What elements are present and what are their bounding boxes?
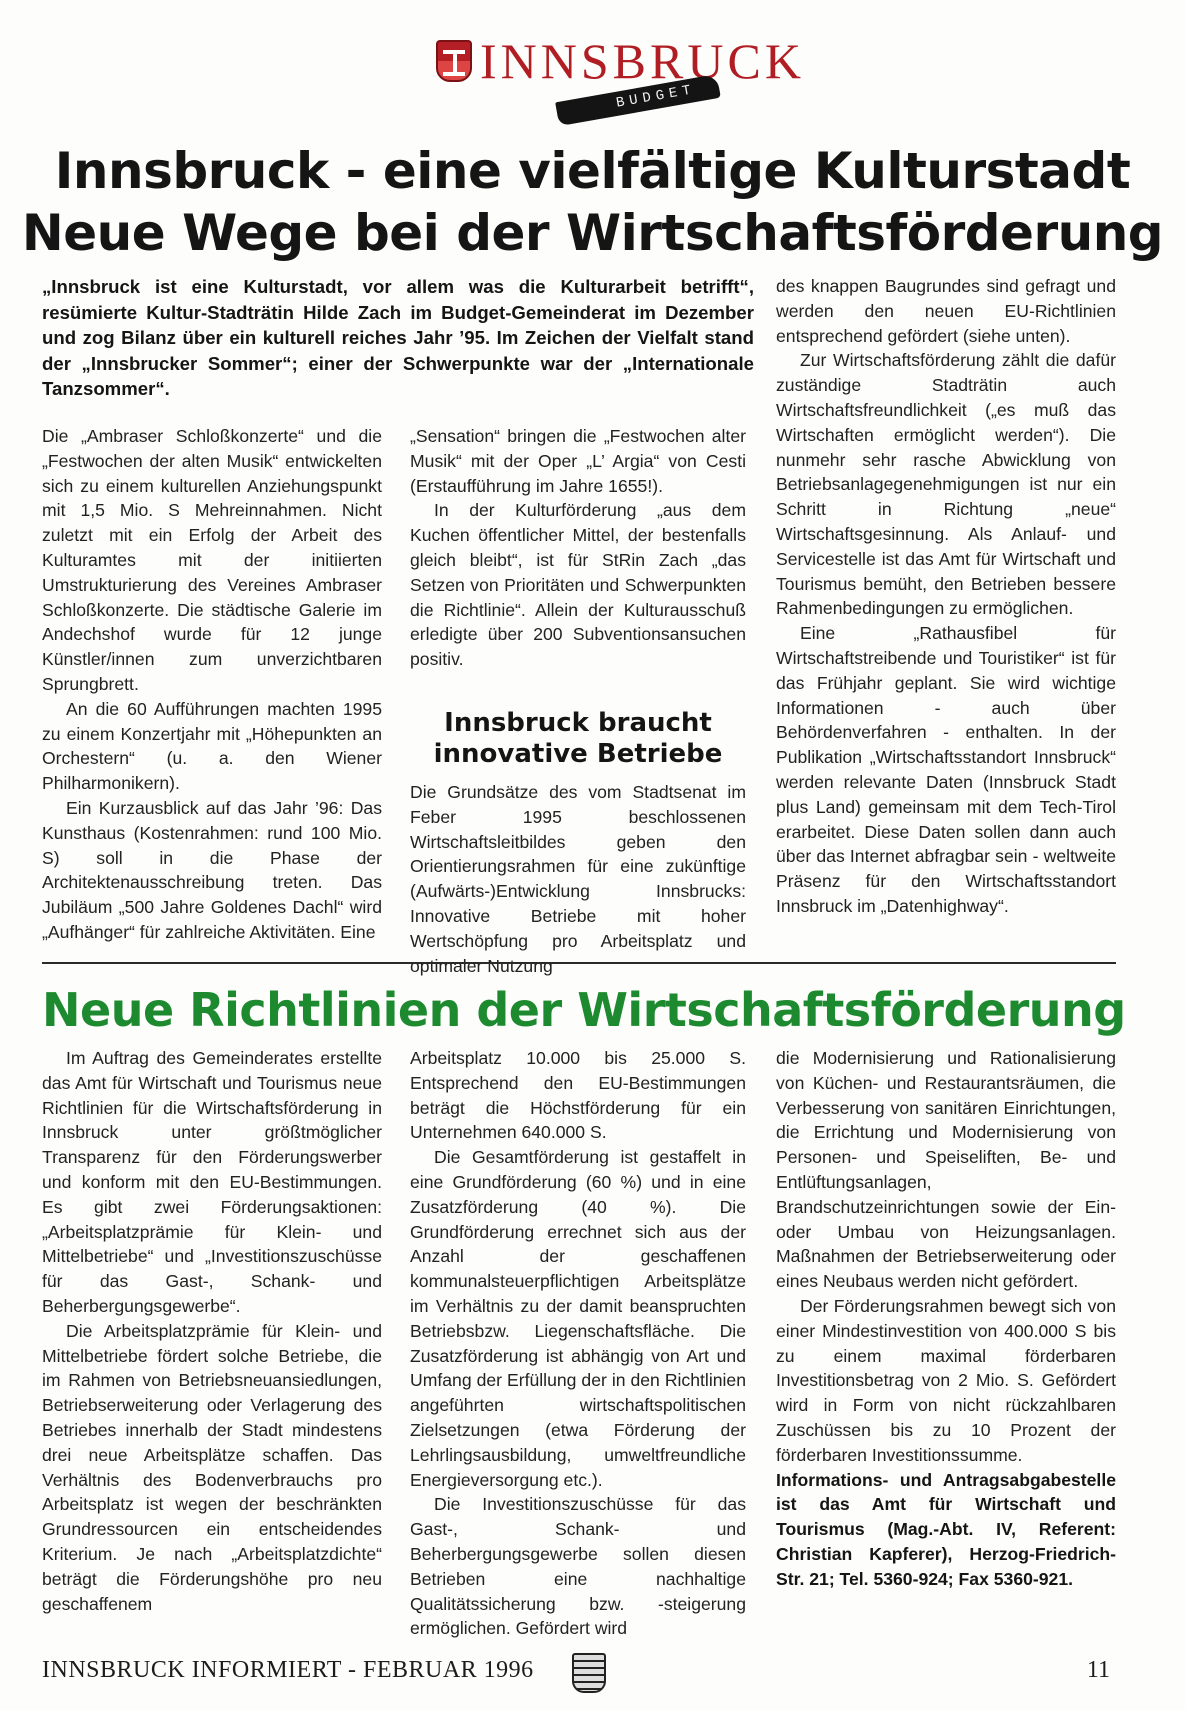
city-crest-icon bbox=[572, 1653, 606, 1693]
masthead bbox=[0, 33, 1185, 126]
paragraph: Die „Ambraser Schloßkonzerte“ und die „Festwochen der alten Musik“ entwickelten sich zu einem kulturellen Anziehungspunkt mit 1,5 Mio. S Mehreinnahmen. Nicht zuletzt mit ein Erfolg der Arbeit des Kulturamtes mit der initiierten Umstrukturierung des Vereines Ambraser Schloßkonzerte. Die städtische Galerie im Andechshof wurde für 12 junge Künstler/innen zum unverzichtbaren Sprungbrett. bbox=[42, 426, 382, 694]
innsbruck-crest-icon bbox=[436, 40, 472, 82]
article2-column-2 bbox=[410, 1046, 746, 1641]
page-footer bbox=[42, 1653, 1116, 1689]
page-number: 11 bbox=[1086, 1657, 1110, 1683]
lead-paragraph: „Innsbruck ist eine Kulturstadt, vor allem was die Kulturarbeit betrifft“, resümierte Kultur-Stadträtin Hilde Zach im Budget-Gemeinderat im Dezember und zog Bilanz über ein kulturell reiches Jahr ’95. Im Zeichen der Vielfalt stand der „Innsbrucker Sommer“; einer der Schwerpunkte war der „Internationale Tanzsommer“. bbox=[42, 276, 754, 399]
paragraph: des knappen Baugrundes sind gefragt und werden den neuen EU-Richtlinien entsprechend gefördert (siehe unten). bbox=[776, 276, 1116, 346]
budget-tag: BUDGET bbox=[555, 74, 721, 126]
paragraph: Die Grundsätze des vom Stadtsenat im Feber 1995 beschlossenen Wirtschaftsleitbildes geben den Orientierungsrahmen für eine zukünftige (Aufwärts-)Entwicklung Innsbrucks: Innovative Betriebe mit hoher Wertschöpfung pro Arbeitsplatz und optimaler Nutzung bbox=[410, 781, 746, 976]
subheading-line-1: Innsbruck braucht bbox=[444, 707, 712, 738]
paragraph: Arbeitsplatz 10.000 bis 25.000 S. Entsprechend den EU-Bestimmungen beträgt die Höchstförderung für ein Unternehmen 640.000 S. bbox=[410, 1048, 746, 1143]
section-divider bbox=[42, 962, 1116, 964]
paragraph: die Modernisierung und Rationalisierung von Küchen- und Restaurantsräumen, die Verbesserung von sanitären Einrichtungen, die Errichtung und Modernisierung von Personen- und Speiseliften, Be- und Entlüftungsanlagen, Brandschutzeinrichtungen sowie der Ein- oder Umbau von Heizungsanlagen. Maßnahmen der Betriebserweiterung oder eines Neubaus werden nicht gefördert. bbox=[776, 1048, 1116, 1292]
subheading bbox=[410, 708, 746, 770]
article2-headline: Neue Richtlinien der Wirtschaftsförderung bbox=[42, 983, 1126, 1037]
headline-line-1: Innsbruck - eine vielfältige Kulturstadt bbox=[54, 142, 1131, 200]
paragraph: Eine „Rathausfibel für Wirtschaftstreibende und Touristiker“ ist für das Frühjahr geplant. Sie wird wichtige Informationen - auch über Behördenverfahren - enthalten. In der Publikation „Wirtschaftsstandort Innsbruck“ werden relevante Daten (Innsbruck Stadt plus Land) gemeinsam mit dem Tech-Tirol erarbeitet. Diese Daten sollen dann auch über das Internet abfragbar sein - weltweite Präsenz für den Wirtschaftsstandort Innsbruck im „Datenhighway“. bbox=[776, 623, 1116, 916]
article2-column-3 bbox=[776, 1046, 1116, 1592]
publication-name: INNSBRUCK INFORMIERT - FEBRUAR 1996 bbox=[42, 1657, 534, 1683]
article1-column-3 bbox=[776, 274, 1116, 919]
paragraph: Die Investitionszuschüsse für das Gast-, Schank- und Beherbergungsgewerbe sollen diesen Betrieben eine nachhaltige Qualitätssicherung bzw. -steigerung ermöglichen. Gefördert wird bbox=[410, 1494, 746, 1639]
page-headline bbox=[0, 140, 1185, 264]
paragraph: In der Kulturförderung „aus dem Kuchen öffentlicher Mittel, der bestenfalls gleich bleibt“, ist für StRin Zach „das Setzen von Prioritäten und Schwerpunkten die Richtlinie“. Allein der Kulturausschuß erledigte über 200 Subventionsansuchen positiv. bbox=[410, 500, 746, 670]
article1-column-2 bbox=[410, 424, 746, 978]
paragraph: Die Arbeitsplatzprämie für Klein- und Mittelbetriebe fördert solche Betriebe, die im Rahmen von Betriebsneuansiedlungen, Betriebserweiterung oder Verlagerung des Betriebes innerhalb der Stadt mindestens drei neue Arbeitsplätze schaffen. Das Verhältnis des Bodenverbrauchs pro Arbeitsplatz ist wegen der beschränkten Grundressourcen ein entscheidendes Kriterium. Je nach „Arbeitsplatzdichte“ beträgt die Förderungshöhe pro neu geschaffenem bbox=[42, 1320, 382, 1614]
paragraph: Zur Wirtschaftsförderung zählt die dafür zuständige Stadträtin auch Wirtschaftsfreundlichkeit („es muß das Wirtschaften ermöglicht werden“). Die nunmehr sehr rasche Abwicklung von Betriebsanlagegenehmigungen ist nur ein Schritt in Richtung „neue“ Wirtschaftsgesinnung. Als Anlauf- und Servicestelle ist das Amt für Wirtschaft und Tourismus bemüht, den Betrieben bessere Rahmenbedingungen zu ermöglichen. bbox=[776, 350, 1116, 619]
paragraph: An die 60 Aufführungen machten 1995 zu einem Konzertjahr mit „Höhepunkten an Orchestern“ (u. a. den Wiener Philharmonikern). bbox=[42, 698, 382, 794]
paragraph: Im Auftrag des Gemeinderates erstellte das Amt für Wirtschaft und Tourismus neue Richtlinien für die Wirtschaftsförderung in Innsbruck unter größtmöglicher Transparenz für den Förderungswerber und konform mit den EU-Bestimmungen. Es gibt zwei Förderungsaktionen: „Arbeitsplatzprämie für Klein- und Mittelbetriebe“ und „Investitionszuschüsse für das Gast-, Schank- und Beherbergungsgewerbe“. bbox=[42, 1048, 382, 1316]
masthead-title: INNSBRUCK bbox=[480, 33, 805, 89]
paragraph: „Sensation“ bringen die „Festwochen alter Musik“ mit der Oper „L’ Argia“ von Cesti (Erstaufführung im Jahre 1655!). bbox=[410, 426, 746, 496]
contact-info: Informations- und Antragsabgabestelle ist das Amt für Wirtschaft und Tourismus (Mag.-Abt. IV, Referent: Christian Kapferer), Herzog-Friedrich-Str. 21; Tel. 5360-924; Fax 5360-921. bbox=[776, 1469, 1116, 1589]
paragraph: Der Förderungsrahmen bewegt sich von einer Mindestinvestition von 400.000 S bis zu einem maximal förderbaren Investitionsbetrag von 2 Mio. S. Gefördert wird in Form von nicht rückzahlbaren Zuschüssen bis zu 10 Prozent der förderbaren Investitionssumme. bbox=[776, 1295, 1116, 1465]
headline-line-2: Neue Wege bei der Wirtschaftsförderung bbox=[21, 204, 1164, 262]
subheading-line-2: innovative Betriebe bbox=[433, 738, 723, 769]
paragraph: Die Gesamtförderung ist gestaffelt in eine Grundförderung (60 %) und in eine Zusatzförderung (40 %). Die Grundförderung errechnet sich aus der Anzahl der geschaffenen kommunalsteuerpflichtigen Arbeitsplätze im Verhältnis zu der damit beanspruchten Betriebsbzw. Liegenschaftsfläche. Die Zusatzförderung ist abhängig von Art und Umfang der Erfüllung der in den Richtlinien angeführten wirtschaftspolitischen Zielsetzungen (etwa Förderung der Lehrlingsausbildung, umweltfreundliche Energieversorgung etc.). bbox=[410, 1147, 746, 1490]
article1-column-1 bbox=[42, 424, 382, 945]
paragraph: Ein Kurzausblick auf das Jahr ’96: Das Kunsthaus (Kostenrahmen: rund 100 Mio. S) soll in die Phase der Architektenausschreibung treten. Das Jubiläum „500 Jahre Goldenes Dachl“ wird „Aufhänger“ für zahlreiche Aktivitäten. Eine bbox=[42, 797, 382, 942]
article2-column-1 bbox=[42, 1046, 382, 1616]
